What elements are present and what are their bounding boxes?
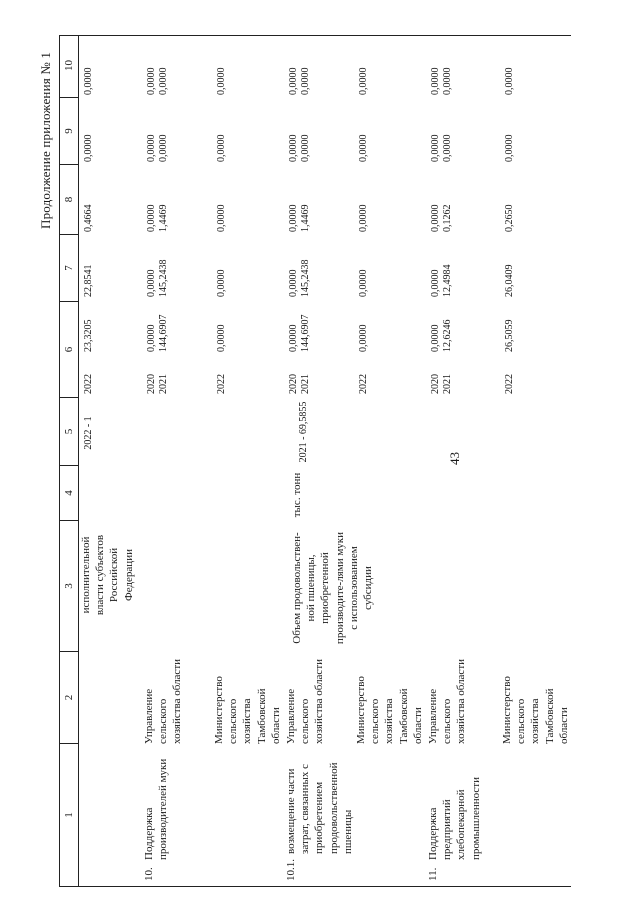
executor: Управление сельского хозяйства области: [285, 658, 326, 744]
indicator-name: Объем продовольствен-ной пшеницы, приобретенной производите-лями муки с использованием субсидии: [291, 531, 375, 645]
regional-value: 0,0000: [288, 204, 299, 232]
year: 2021: [300, 374, 311, 394]
regional-value: 0,2650: [504, 204, 515, 232]
activity-name: возмещение части затрат, связанных с приобретением продовольственной пшеницы: [285, 762, 354, 854]
carry-over-executor-cont: исполнительной власти субъектов Российской Федерации: [80, 534, 135, 616]
other-value: 0,0000: [358, 67, 369, 95]
carry-over-indicator-value: 2022 - 1: [83, 416, 94, 450]
row-number: 10.: [143, 867, 155, 881]
indicator-value: 2021 - 69,5855: [298, 401, 309, 463]
indicator-unit: тыс. тонн: [291, 472, 303, 518]
appendix-continuation: Продолжение приложения № 1: [38, 51, 53, 229]
year: 2022: [358, 374, 369, 394]
total-value: 0,0000: [430, 324, 441, 352]
carry-over-col10: 0,0000: [83, 67, 94, 95]
local-value: 0,0000: [288, 134, 299, 162]
local-value: 0,0000: [442, 134, 453, 162]
executor: Управление сельского хозяйства области: [427, 658, 468, 744]
federal-value: 0,0000: [288, 269, 299, 297]
other-value: 0,0000: [442, 67, 453, 95]
local-value: 0,0000: [146, 134, 157, 162]
year: 2020: [146, 374, 157, 394]
local-value: 0,0000: [300, 134, 311, 162]
federal-value: 0,0000: [216, 269, 227, 297]
total-value: 12,6246: [442, 319, 453, 352]
table-left-border: [79, 886, 571, 887]
local-value: 0,0000: [358, 134, 369, 162]
federal-value: 0,0000: [430, 269, 441, 297]
activity-name: Поддержка предприятий хлебопекарной промышленности: [427, 777, 482, 860]
row-number: 11.: [427, 867, 439, 881]
year: 2021: [158, 374, 169, 394]
federal-value: 12,4984: [442, 264, 453, 297]
local-value: 0,0000: [216, 134, 227, 162]
other-value: 0,0000: [146, 67, 157, 95]
column-header-8: 8: [60, 165, 78, 235]
row-number: 10.1.: [285, 859, 297, 881]
other-value: 0,0000: [430, 67, 441, 95]
other-value: 0,0000: [288, 67, 299, 95]
local-value: 0,0000: [430, 134, 441, 162]
regional-value: 1,4469: [158, 204, 169, 232]
column-header-10: 10: [60, 34, 78, 98]
federal-value: 26,0409: [504, 264, 515, 297]
federal-value: 145,2438: [300, 259, 311, 297]
total-value: 0,0000: [358, 324, 369, 352]
federal-value: 145,2438: [158, 259, 169, 297]
column-header-7: 7: [60, 235, 78, 302]
year: 2022: [504, 374, 515, 394]
column-header-6: 6: [60, 302, 78, 398]
other-value: 0,0000: [216, 67, 227, 95]
total-value: 0,0000: [146, 324, 157, 352]
federal-value: 0,0000: [358, 269, 369, 297]
column-header-4: 4: [60, 466, 78, 521]
carry-over-col7: 22,8541: [83, 264, 94, 297]
regional-value: 0,0000: [146, 204, 157, 232]
regional-value: 0,1262: [442, 204, 453, 232]
federal-value: 0,0000: [146, 269, 157, 297]
year: 2020: [288, 374, 299, 394]
total-value: 26,5059: [504, 319, 515, 352]
local-value: 0,0000: [504, 134, 515, 162]
column-header-3: 3: [60, 521, 78, 652]
carry-over-year: 2022: [83, 374, 94, 394]
activity-name: Поддержка производителей муки: [143, 758, 170, 860]
year: 2020: [430, 374, 441, 394]
column-header-2: 2: [60, 652, 78, 744]
carry-over-col9: 0,0000: [83, 134, 94, 162]
regional-value: 0,0000: [216, 204, 227, 232]
column-header-9: 9: [60, 98, 78, 165]
carry-over-col8: 0,4664: [83, 204, 94, 232]
column-header-1: 1: [63, 812, 75, 818]
carry-over-total: 23,3205: [83, 319, 94, 352]
year: 2021: [442, 374, 453, 394]
executor: Министерство сельского хозяйства Тамбовской области: [501, 676, 570, 744]
executor: Министерство сельского хозяйства Тамбовской области: [355, 676, 424, 744]
regional-value: 1,4469: [300, 204, 311, 232]
table-right-border: [79, 35, 571, 36]
local-value: 0,0000: [158, 134, 169, 162]
executor: Управление сельского хозяйства области: [143, 658, 184, 744]
other-value: 0,0000: [504, 67, 515, 95]
executor: Министерство сельского хозяйства Тамбовской области: [213, 676, 282, 744]
year: 2022: [216, 374, 227, 394]
total-value: 144,6907: [158, 314, 169, 352]
total-value: 0,0000: [288, 324, 299, 352]
column-header-5: 5: [60, 398, 78, 466]
table-header-row: [59, 35, 79, 887]
regional-value: 0,0000: [358, 204, 369, 232]
total-value: 0,0000: [216, 324, 227, 352]
regional-value: 0,0000: [430, 204, 441, 232]
other-value: 0,0000: [158, 67, 169, 95]
other-value: 0,0000: [300, 67, 311, 95]
total-value: 144,6907: [300, 314, 311, 352]
page-number: 43: [447, 452, 462, 465]
table: [59, 35, 571, 887]
